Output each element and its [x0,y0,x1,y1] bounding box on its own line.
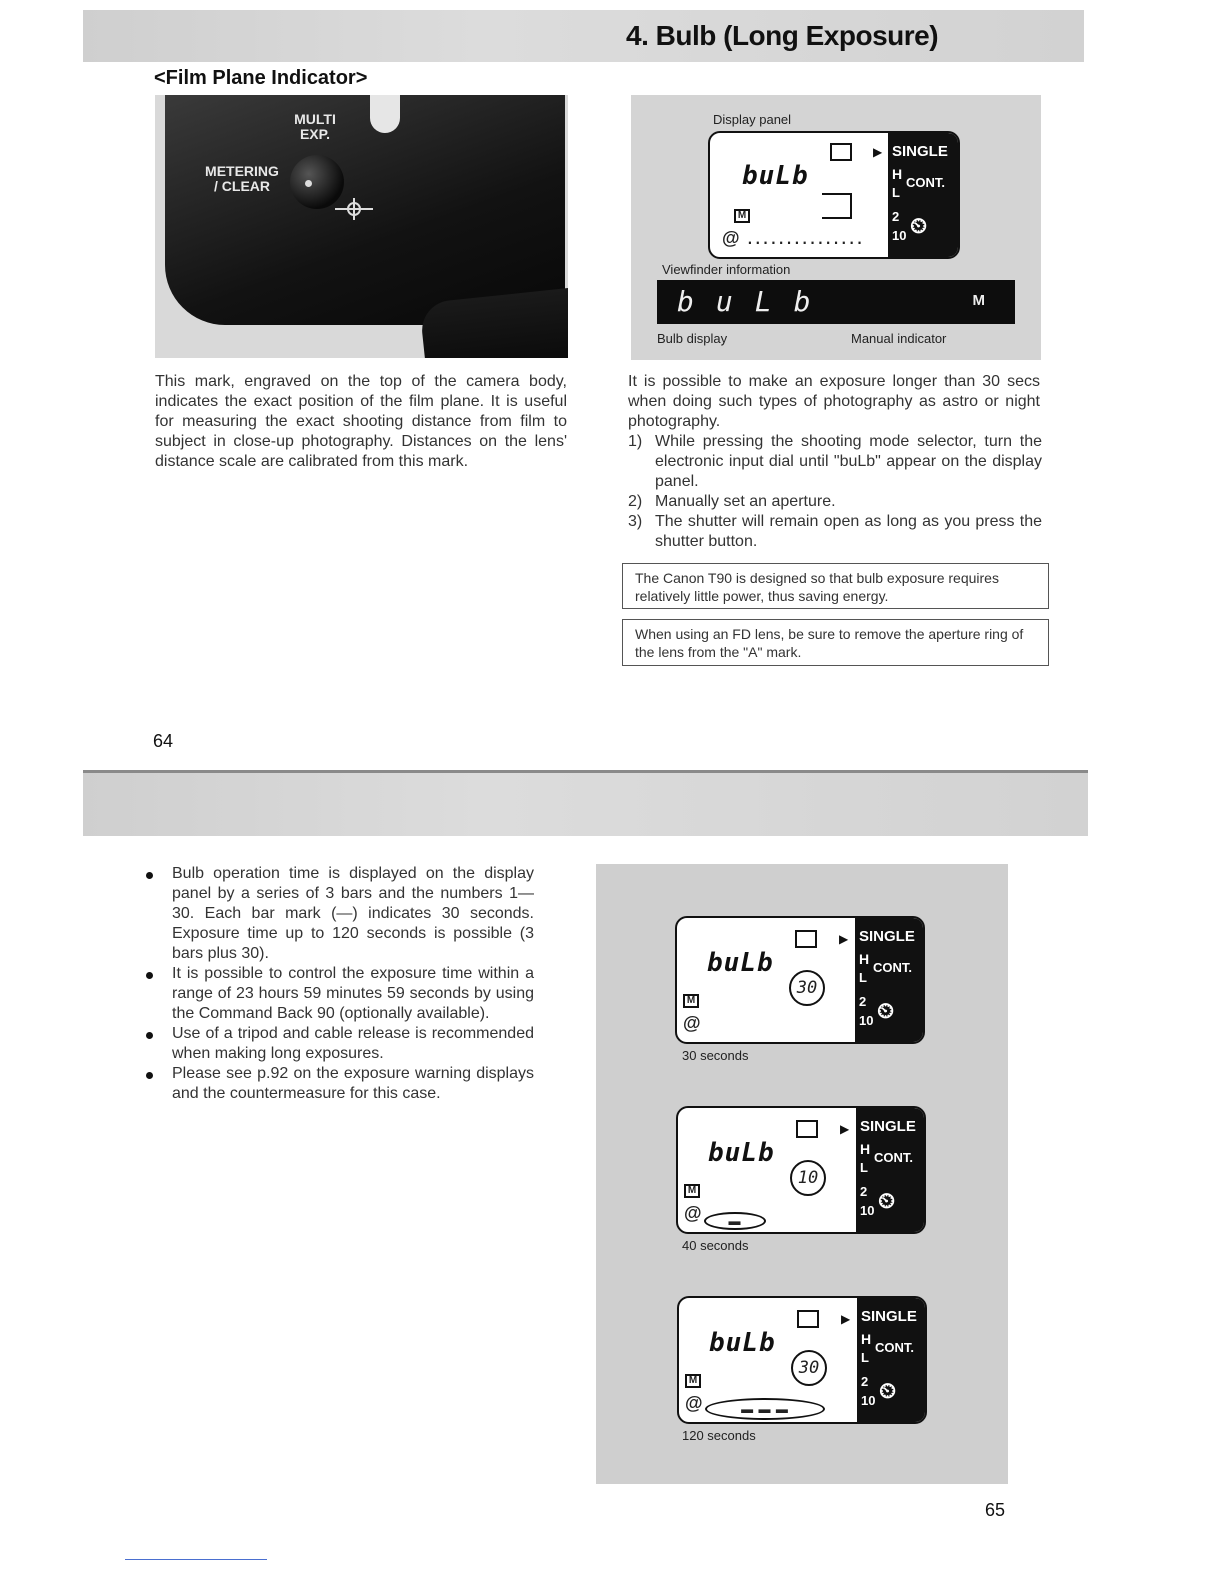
fd-lens-note-box: When using an FD lens, be sure to remove the aperture ring of the lens from the "A" mark. [622,619,1049,666]
frame-icon [830,143,852,161]
camera-slider [370,95,400,133]
list-item: Bulb operation time is displayed on the display panel by a series of 3 bars and the numbers 1—30. Each bar mark (—) indicates 30 seconds. Exposure time up to 120 seconds is possible (3 bars plus 30). [146,864,534,964]
frame-icon [797,1310,819,1328]
drive-mode-block: SINGLE H CONT. L 2 10 ⏲ [855,918,923,1042]
page-number-left: 64 [153,731,174,751]
two-label: 2 [892,209,900,224]
bar-marks: ▬ ▬ ▬ [705,1398,825,1420]
metering-label: METERING [205,163,279,179]
bar-marks: ▬ [704,1212,766,1230]
self-timer-icon: ⏲ [877,998,895,1023]
multi-label: MULTI [294,111,336,127]
self-timer-icon: ⏲ [879,1378,897,1403]
page-title: 4. Bulb (Long Exposure) [626,20,939,51]
drive-mode-block: SINGLE H CONT. L 2 10 ⏲ [857,1298,925,1422]
display-panel-caption: Display panel [713,112,792,127]
lcd-bulb-text: buLb [709,1328,776,1358]
list-item: Please see p.92 on the exposure warning displays and the countermeasure for this case. [146,1064,534,1104]
exp-label: EXP. [299,126,331,142]
lcd-120-seconds [677,1296,927,1424]
lcd-caption-30: 30 seconds [682,1048,749,1063]
clear-label: / CLEAR [214,178,270,194]
metering-icon: @ [722,228,740,248]
counter-frame [822,193,852,219]
self-timer-icon: ⏲ [910,213,928,238]
lcd-bulb-text: buLb [707,948,774,978]
manual-m-icon: M [685,1374,701,1388]
bar-dashes: ............... [746,233,864,248]
counter-display: 30 [791,1350,827,1386]
lcd-30-seconds [675,916,925,1044]
step-number: 3) [628,513,643,530]
display-panel-lcd [708,131,960,259]
viewfinder-manual-indicator: M [972,292,985,309]
film-plane-icon [335,198,375,218]
step-text: The shutter will remain open as long as you press the shutter button. [655,513,1042,550]
display-figure [631,95,1041,360]
step-1 [628,432,1042,492]
film-plane-paragraph: This mark, engraved on the top of the camera body, indicates the exact position of the film plane. It is useful for measuring the exact shooting distance from film to subject in close-up photography. Distances on the lens' distance scale are calibrated from this mark. [155,373,567,470]
arrow-icon: ▶ [873,145,883,159]
lcd-caption-40: 40 seconds [682,1238,749,1253]
h-label: H [892,166,903,182]
list-item: It is possible to control the exposure time within a range of 23 hours 59 minutes 59 seconds by using the Command Back 90 (optionally available). [146,964,534,1024]
viewfinder-bar [657,280,1015,324]
arrow-icon: ▶ [839,932,849,946]
lcd-bulb-text: buLb [708,1138,775,1168]
step-number: 1) [628,433,643,450]
bulb-time-figure [596,864,1008,1484]
metering-icon: @ [683,1013,701,1033]
step-3 [628,512,1042,552]
page-number-right: 65 [985,1500,1006,1520]
bulb-display-caption: Bulb display [657,331,728,346]
step-text: While pressing the shooting mode selector, turn the electronic input dial until "buLb" appear on the display panel. [655,433,1042,490]
viewfinder-caption: Viewfinder information [662,262,791,277]
drive-mode-block [888,133,958,257]
film-plane-heading: <Film Plane Indicator> [154,67,368,89]
step-2 [628,492,1042,512]
manual-m-icon: M [683,994,699,1008]
knob-dot [305,180,312,187]
metering-icon: @ [685,1393,703,1413]
step-number: 2) [628,493,643,510]
bulb-intro-paragraph: It is possible to make an exposure longer than 30 secs when doing such types of photography as astro or night photography. [628,373,1040,430]
step-text: Manually set an aperture. [655,493,836,510]
manual-m-icon: M [734,209,750,223]
footer-link-line [125,1559,267,1560]
list-item: Use of a tripod and cable release is recommended when making long exposures. [146,1024,534,1064]
manual-m-icon: M [684,1184,700,1198]
power-note-box: The Canon T90 is designed so that bulb exposure requires relatively little power, thus saving energy. [622,563,1049,609]
arrow-icon: ▶ [840,1122,850,1136]
frame-icon [795,930,817,948]
manual-indicator-caption: Manual indicator [851,331,947,346]
l-label: L [892,185,900,200]
lcd-40-seconds [676,1106,926,1234]
viewfinder-bulb-text: buLb [677,285,833,318]
arrow-icon: ▶ [841,1312,851,1326]
counter-display: 10 [790,1160,826,1196]
bulb-notes-list [146,864,534,1104]
bottom-header-band [83,770,1088,836]
frame-icon [796,1120,818,1138]
self-timer-icon: ⏲ [878,1188,896,1213]
cont-label: CONT. [906,175,945,190]
camera-photo [155,95,568,358]
drive-mode-block: SINGLE H CONT. L 2 10 ⏲ [856,1108,924,1232]
ten-label: 10 [892,228,907,243]
multi-exp-label [285,112,345,142]
metering-clear-label [197,164,287,194]
lcd-caption-120: 120 seconds [682,1428,756,1443]
metering-icon: @ [684,1203,702,1223]
counter-display: 30 [789,970,825,1006]
lcd-bulb-text: buLb [742,161,809,191]
single-label: SINGLE [892,143,948,160]
